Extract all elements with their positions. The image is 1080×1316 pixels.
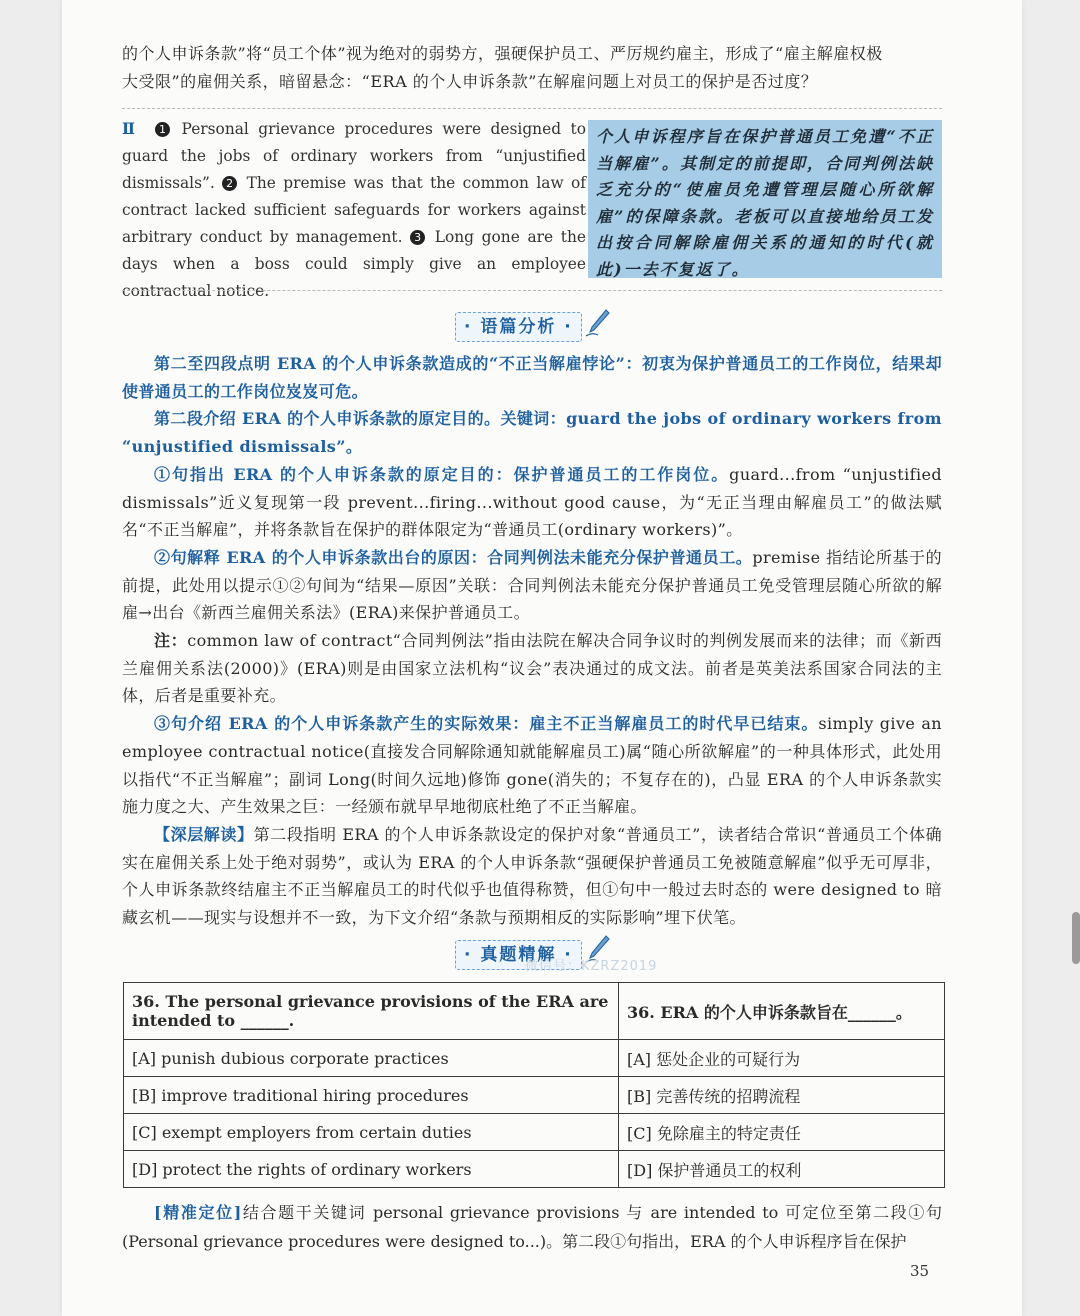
option-row-b [124, 1077, 945, 1114]
watermark: 微信号：KZRZ2019 [525, 959, 658, 974]
page-number: 35 [910, 1262, 930, 1280]
sentence-marker-2: 2 [222, 176, 237, 191]
deep-interpretation-body: 第二段指明 ERA 的个人申诉条款设定的保护对象“普通员工”，读者结合常识“普通员工个体确实在雇佣关系上处于绝对弱势”，或认为 ERA 的个人申诉条款“强硬保护普通员工免被随意解雇”似乎无可厚非，个人申诉条款终结雇主不正当解雇员工的时代似乎也值得称赞，但①句中一般过去时态的 were designed to 暗藏玄机——现实与设想并不一致，为下文介绍“条款与预期相反的实际影响”埋下伏笔。 [122, 824, 942, 928]
question-stem-row [124, 983, 945, 1040]
option-b-en: [B] improve traditional hiring procedures [124, 1077, 619, 1114]
note-body: common law of contract“合同判例法”指由法院在解决合同争议时的判例发展而来的法律；而《新西兰雇佣关系法(2000)》(ERA)则是由国家立法机构“议会”表决通过的成文法。前者是英美法系国家合同法的主体，后者是重要补充。 [122, 631, 942, 706]
translation-box: 个人申诉程序旨在保护普通员工免遭“不正当解雇”。其制定的前提即，合同判例法缺乏充分的“使雇员免遭管理层随心所欲解雇”的保障条款。老板可以直接地给员工发出按合同解除雇佣关系的通知的时代(就此)一去不复返了。 [588, 120, 942, 278]
option-b-cn: [B] 完善传统的招聘流程 [619, 1077, 945, 1114]
option-a-en: [A] punish dubious corporate practices [124, 1040, 619, 1077]
locate-body: 结合题干关键词 personal grievance provisions 与 are intended to 可定位至第二段①句(Personal grievance procedures were designed to...)。第二段①句指出，ERA 的个人申诉程序旨在保护 [122, 1203, 942, 1251]
locate-label: [精准定位] [154, 1203, 242, 1222]
divider-top [122, 108, 942, 109]
question-stem-cn: 36. ERA 的个人申诉条款旨在______。 [619, 983, 945, 1040]
divider-middle [122, 290, 942, 291]
option-row-a [124, 1040, 945, 1077]
sentence-3: Long gone are the days when a boss could simply give an employee contractual notice. [122, 228, 586, 300]
analysis-summary: 第二至四段点明 ERA 的个人申诉条款造成的“不正当解雇悖论”：初衷为保护普通员工的工作岗位，结果却使普通员工的工作岗位岌岌可危。 [122, 354, 942, 401]
option-d-en: [D] protect the rights of ordinary workers [124, 1151, 619, 1188]
scrollbar-thumb[interactable] [1072, 912, 1080, 964]
deep-interpretation-label: 【深层解读】 [154, 824, 254, 844]
analysis-sentence-1 [122, 461, 942, 544]
analysis-sentence-1-body: guard...from “unjustified dismissals”近义复现第一段 prevent...firing...without good cause，为“无正当理由解雇员工”的做法赋名“不正当解雇”，并将条款旨在保护的群体限定为“普通员工(ordinary workers)”。 [122, 464, 942, 540]
analysis-paragraph-2-intro: 第二段介绍 ERA 的个人申诉条款的原定目的。关键词：guard the jobs of ordinary workers from “unjustified dismissals”。 [122, 409, 942, 457]
english-passage [122, 116, 586, 305]
option-row-c [124, 1114, 945, 1151]
analysis-sentence-3-heading: ③句介绍 ERA 的个人申诉条款产生的实际效果：雇主不正当解雇员工的时代早已结束。 [154, 714, 819, 734]
sentence-1: Personal grievance procedures were designed to guard the jobs of ordinary workers from “unjustified dismissals”. [122, 120, 586, 192]
sentence-marker-3: 3 [410, 230, 425, 245]
deep-interpretation [122, 821, 942, 932]
intro-line-2: 大受限”的雇佣关系，暗留悬念：“ERA 的个人申诉条款”在解雇问题上对员工的保护是否过度？ [122, 72, 818, 91]
pen-icon [584, 308, 610, 338]
paragraph-number: Ⅱ [122, 120, 140, 138]
section-title-analysis: · 语篇分析 · [455, 312, 582, 342]
option-c-en: [C] exempt employers from certain duties [124, 1114, 619, 1151]
locate-paragraph [122, 1198, 942, 1256]
intro-paragraph [122, 40, 946, 96]
analysis-note [122, 627, 942, 710]
sentence-2: The premise was that the common law of contract lacked sufficient safeguards for workers against arbitrary conduct by management. [122, 174, 586, 246]
analysis-sentence-3-body: simply give an employee contractual notice(直接发合同解除通知就能解雇员工)属“随心所欲解雇”的一种具体形式，此处用以指代“不正当解雇”；副词 Long(时间久远地)修饰 gone(消失的；不复存在的)，凸显 ERA 的个人申诉条款实施力度之大、产生效果之巨：一经颁布就早早地彻底杜绝了不正当解雇。 [122, 714, 942, 817]
sentence-marker-1: 1 [155, 122, 170, 137]
analysis-sentence-2-heading: ②句解释 ERA 的个人申诉条款出台的原因：合同判例法未能充分保护普通员工。 [154, 547, 753, 567]
option-d-cn: [D] 保护普通员工的权利 [619, 1151, 945, 1188]
analysis-sentence-2-body: premise 指结论所基于的前提，此处用以提示①②句间为“结果—原因”关联：合同判例法未能充分保护普通员工免受管理层随心所欲的解雇→出台《新西兰雇佣关系法》(ERA)来保护普通员工。 [122, 547, 942, 623]
analysis-sentence-1-heading: ①句指出 ERA 的个人申诉条款的原定目的：保护普通员工的工作岗位。 [154, 464, 730, 484]
question-table [123, 982, 945, 1188]
question-stem-en: 36. The personal grievance provisions of the ERA are intended to ______. [124, 983, 619, 1040]
note-label: 注： [154, 631, 188, 651]
analysis-section [122, 350, 942, 932]
option-c-cn: [C] 免除雇主的特定责任 [619, 1114, 945, 1151]
option-a-cn: [A] 惩处企业的可疑行为 [619, 1040, 945, 1077]
intro-line-1: 的个人申诉条款”将“员工个体”视为绝对的弱势方，强硬保护员工、严厉规约雇主，形成了“雇主解雇权极 [122, 44, 883, 63]
analysis-sentence-2 [122, 544, 942, 627]
section-title-questions: · 真题精解 · [455, 940, 582, 970]
analysis-sentence-3 [122, 710, 942, 821]
locate-text [122, 1198, 942, 1256]
option-row-d [124, 1151, 945, 1188]
